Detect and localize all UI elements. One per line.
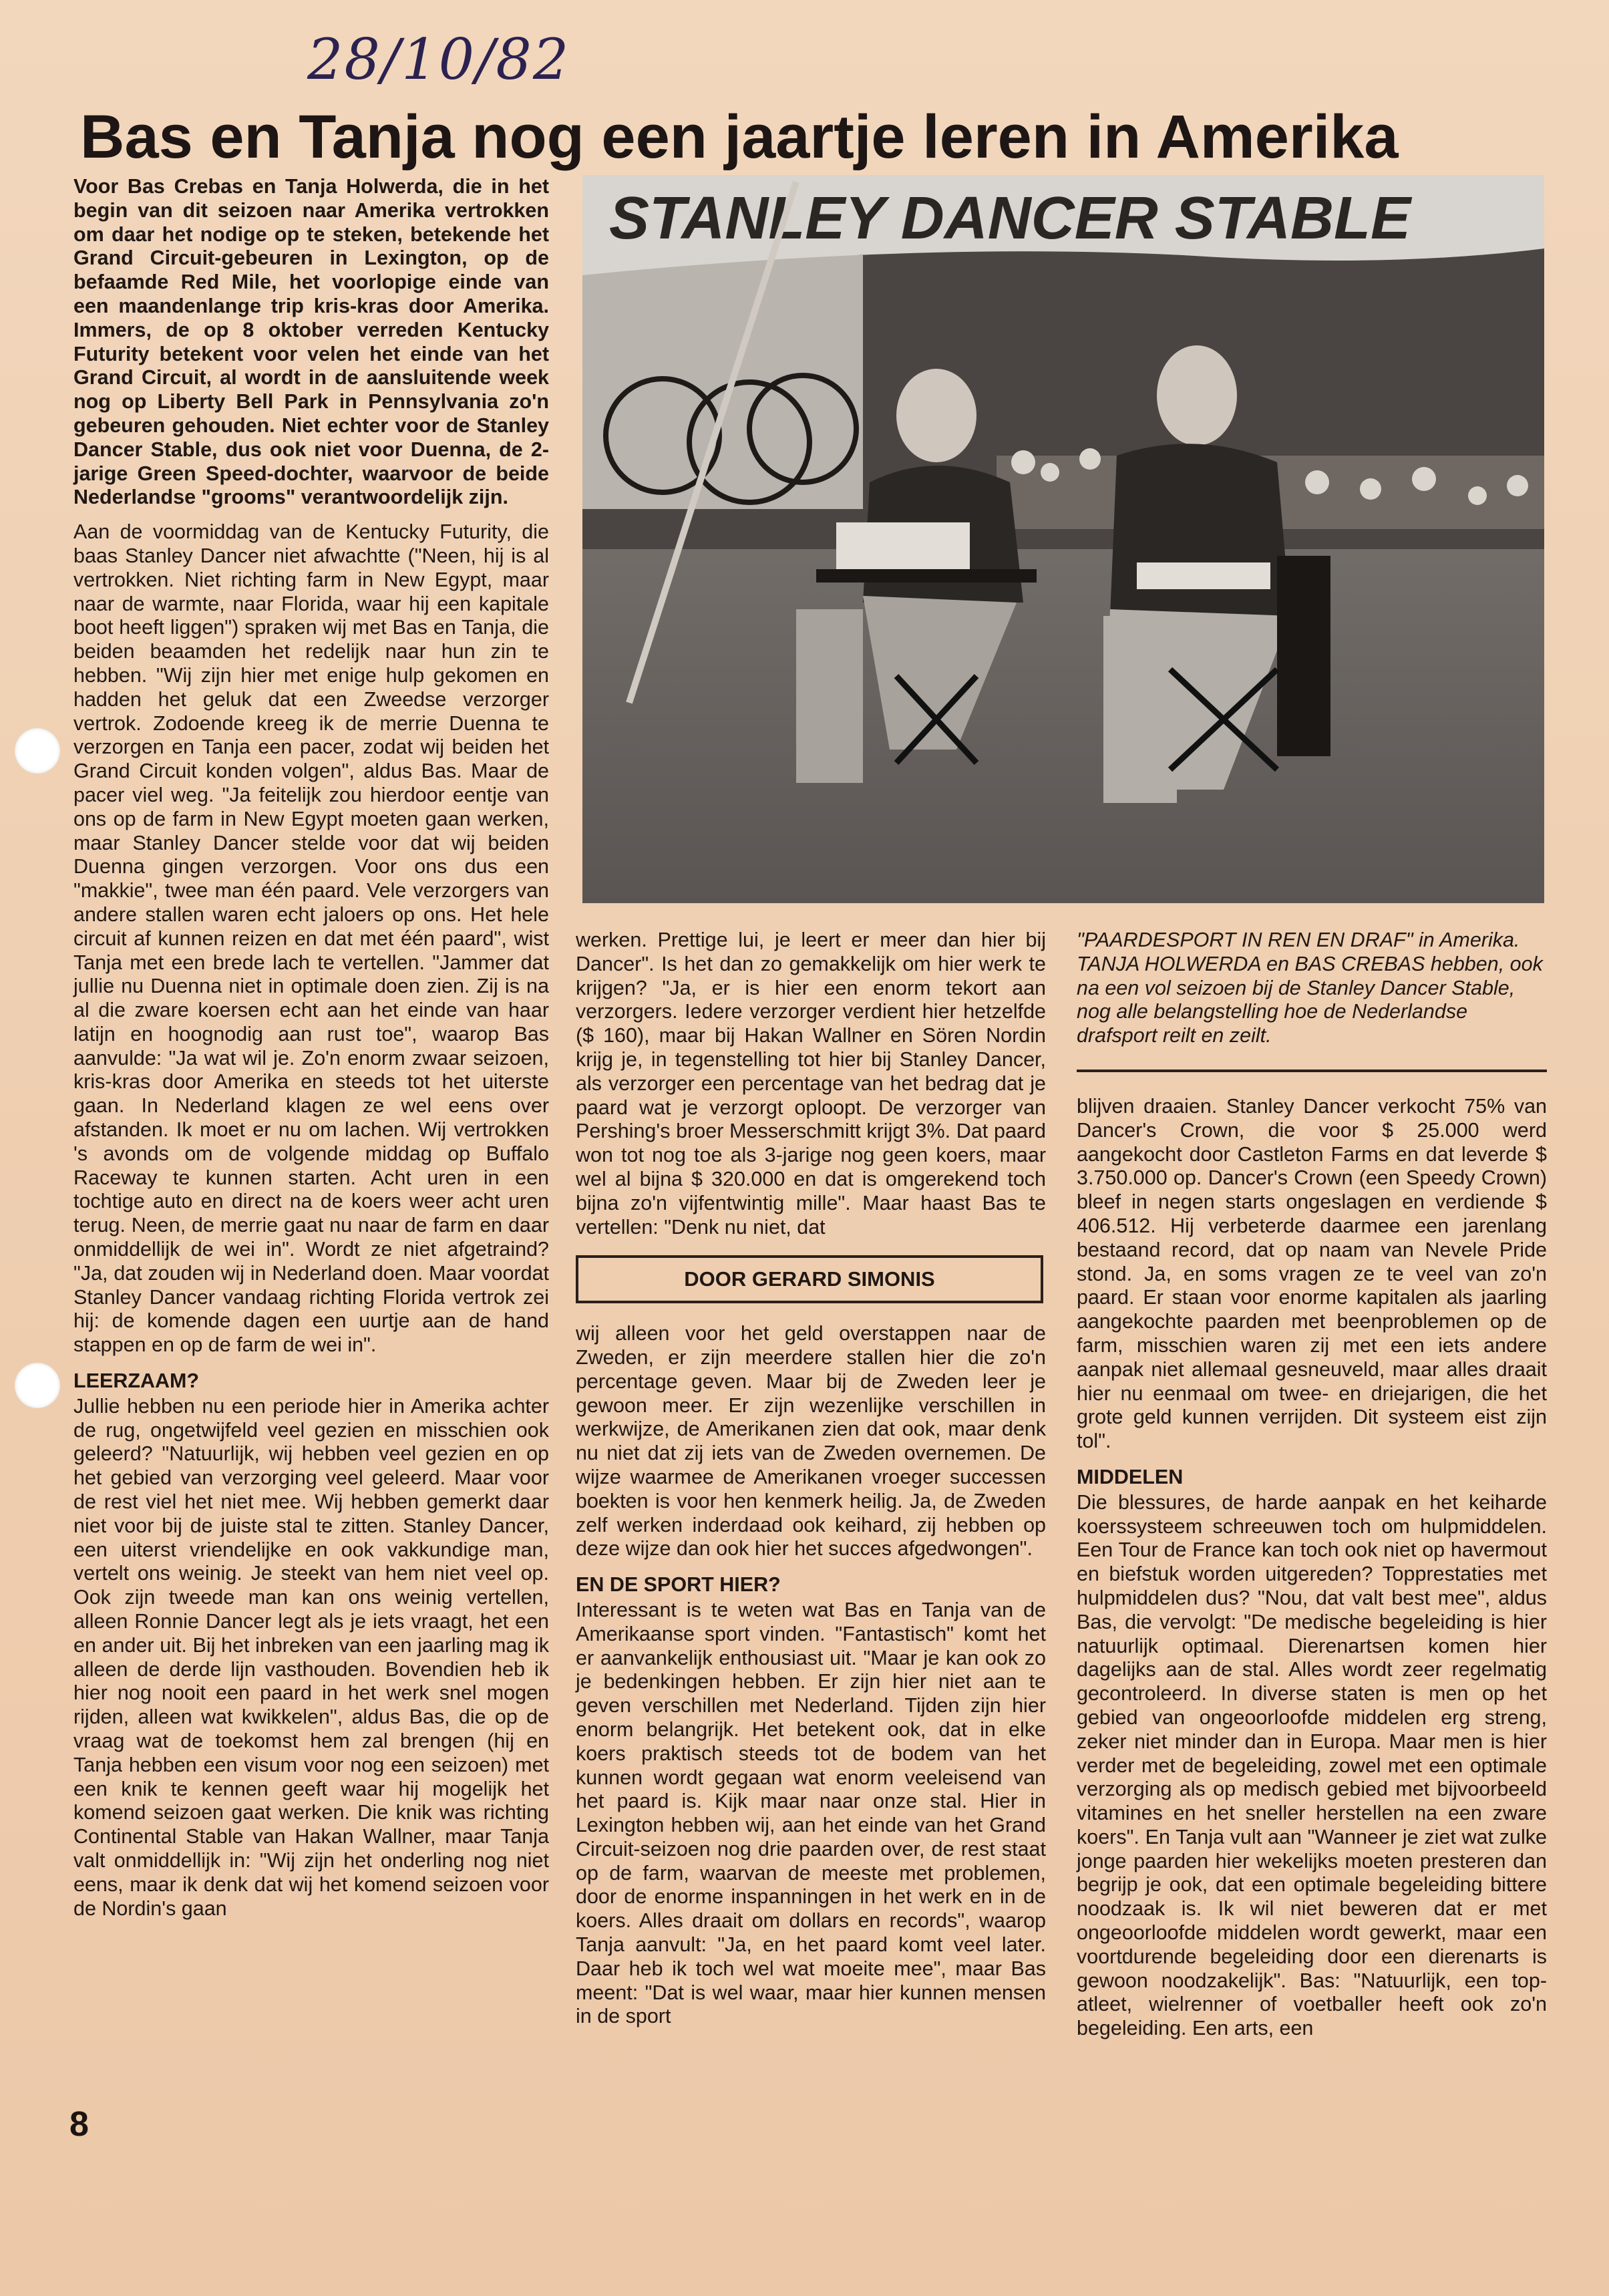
punch-hole bbox=[15, 1363, 60, 1408]
stable-sign: STANLEY DANCER STABLE bbox=[609, 185, 1411, 252]
section-heading: MIDDELEN bbox=[1077, 1465, 1184, 1488]
headline: Bas en Tanja nog een jaartje leren in Amerika bbox=[80, 103, 1399, 171]
body-paragraph: Jullie hebben nu een periode hier in Amerika achter de rug, ongetwijfeld veel gezien en misschien ook geleerd? "Natuurlijk, wij hebben veel gezien en op het gebied van verzorging veel geleerd. Maar voor de rest viel het niet mee. Wij hebben gemerkt daar niet voor bij de juiste stal te zitten. Stanley Dancer, een uiterst vriendelijke en ook vakkundige man, vertelt ons weinig. Je steekt van hem niet veel op. Ook zijn tweede man kan ons weinig vertellen, alleen Ronnie Dancer legt als je iets vraagt, het een en ander uit. Bij het inbreken van een jaarling mag ik alleen de derde lijn vasthouden. Bovendien heb ik hier nog nooit een paard in het werk snel mogen rijden, alleen wat kwikkelen", aldus Bas, die op de vraag wat de toekomst hem zal brengen (hij en Tanja hebben een visum voor nog een seizoen) met een knik te kennen geeft waar hij mogelijk het komend seizoen gaat werken. Die knik was richting Continental Stable van Hakan Wallner, maar Tanja valt onmiddellijk in: "Wij zijn het onderling nog niet eens, maar ik denk dat wij het komend seizoen voor de Nordin's gaan bbox=[73, 1394, 549, 1920]
handwritten-date: 28/10/82 bbox=[307, 27, 570, 92]
column-3 bbox=[1077, 929, 1547, 2047]
section-heading: LEERZAAM? bbox=[73, 1369, 200, 1393]
body-paragraph: Aan de voormiddag van de Kentucky Futurity, die baas Stanley Dancer niet afwachtte ("Neen, hij is al vertrokken. Niet richting farm in New Egypt, maar naar de warmte, naar Florida, waar hij een kapitale boot heeft liggen") spraken wij met Bas en Tanja, die beiden beaamden het redelijk naar hun zin te hebben. "Wij zijn hier met enige hulp gekomen en hadden het geluk dat een Zweedse verzorger vertrok. Zodoende kreeg ik de merrie Duenna te verzorgen en Tanja een pacer, zodat wij beiden het Grand Circuit konden volgen", aldus Bas. Maar de pacer viel weg. "Ja feitelijk zou hierdoor eentje van ons op de farm in New Egypt moeten gaan werken, maar Stanley Dancer stelde voor dat wij beiden Duenna gingen verzorgen. Voor ons dus een "makkie", twee man één paard. Vele verzorgers van andere stallen waren echt jaloers op ons. Het hele circuit af kunnen reizen en dat met één paard", wist Tanja met een brede lach te vertellen. "Jammer dat jullie nu Duenna niet in optimale doen zien. Zij is na al die zware koersen echt aan het einde van haar latijn en hoognodig aan rust toe", waarop Bas aanvulde: "Ja wat wil je. Zo'n enorm zwaar seizoen, kris-kras door Amerika en steeds tot het uiterste gaan. In Nederland klagen ze wel eens over afstanden. Ik moet er nu om lachen. Wij vertrokken 's avonds om de volgende middag op Buffalo Raceway te kunnen starten. Acht uren in een tochtige auto en direct na de koers weer acht uren terug. Neen, de merrie gaat nu naar de farm en daar onmiddellijk de wei in". Wordt ze niet afgetraind? "Ja, dat zouden wij in Nederland doen. Maar voordat Stanley Dancer vandaag richting Florida vertrok zei hij: de komende dagen een uurtje aan de hand stappen en op de farm de wei in". bbox=[73, 520, 549, 1357]
column-1 bbox=[73, 175, 549, 1927]
lead-paragraph: Voor Bas Crebas en Tanja Holwerda, die in het begin van dit seizoen naar Amerika vertrokken om daar het nodige op te steken, betekende het Grand Circuit-gebeuren in Lexington, op de befaamde Red Mile, het voorlopige einde van een maandenlange trip kris-kras door Amerika. Immers, de op 8 oktober verreden Kentucky Futurity betekent voor velen het einde van het Grand Circuit, al wordt in de aansluitende week nog op Liberty Bell Park in Pennsylvania zo'n gebeuren gehouden. Niet echter voor de Stanley Dancer Stable, dus ook niet voor Duenna, de 2-jarige Green Speed-dochter, waarvoor de beide Nederlandse "grooms" verantwoordelijk zijn. bbox=[73, 175, 549, 509]
photo-caption: "PAARDESPORT IN REN EN DRAF" in Amerika. TANJA HOLWERDA en BAS CREBAS hebben, ook na een vol seizoen bij de Stanley Dancer Stable, nog alle belangstelling hoe de Nederlandse drafsport reilt en zeilt. bbox=[1077, 929, 1543, 1047]
body-paragraph: blijven draaien. Stanley Dancer verkocht 75% van Dancer's Crown, die voor $ 25.000 werd aangekocht door Castleton Farms en dat leverde $ 3.750.000 op. Dancer's Crown (een Speedy Crown) bleef in negen starts ongeslagen en verdiende $ 406.512. Hij verbeterde daarmee een jarenlang bestaand record, dat op naam van Nevele Pride stond. Ja, en soms vragen ze te veel van zo'n paard. Er staan voor enorme kapitalen als jaarling aangekochte paarden met beenproblemen op de farm, misschien waren zij met een iets andere aanpak niet allemaal gesneuveld, maar alles draait hier nu eenmaal om twee- en driejarigen, die het grote geld kunnen verrijden. Dit systeem eist zijn tol". bbox=[1077, 1094, 1547, 1453]
byline: DOOR GERARD SIMONIS bbox=[576, 1255, 1043, 1303]
body-paragraph: Die blessures, de harde aanpak en het keiharde koerssysteem schreeuwen toch om hulpmiddelen. Een Tour de France kan toch ook niet op havermout en biefstuk worden uitgereden? Topprestaties met hulpmiddelen dus? "Nou, dat valt best mee", aldus Bas, die vervolgt: "De medische begeleiding is hier natuurlijk optimaal. Dierenartsen komen hier dagelijks aan de stal. Alles wordt zeer regelmatig gecontroleerd. In diverse staten is men op het gebied van ongeoorloofde middelen erg streng, zeker niet minder dan in Europa. Maar men is hier verder met de begeleiding, zowel met een optimale verzorging als op medisch gebied met bijvoorbeeld vitamines en het sneller herstellen na een zware koers". En Tanja vult aan "Wanneer je ziet wat zulke jonge paarden hier wekelijks moeten presteren dan begrijp je ook, dat een optimale begeleiding bittere noodzaak is. Ik wil niet beweren dat er met ongeoorloofde middelen wordt gewerkt, maar een voortdurende begeleiding door een dierenarts is gewoon noodzakelijk". Bas: "Natuurlijk, een top-atleet, wielrenner of voetballer heeft ook zo'n begeleiding. Een arts, een bbox=[1077, 1490, 1547, 2040]
divider-rule bbox=[1077, 1070, 1547, 1072]
body-paragraph: werken. Prettige lui, je leert er meer dan hier bij Dancer". Is het dan zo gemakkelijk om hier werk te krijgen? "Ja, er is hier een enorm tekort aan verzorgers. Iedere verzorger verdient hier hetzelfde ($ 160), maar bij Hakan Wallner en Sören Nordin krijg je, in tegenstelling tot hier bij Stanley Dancer, als verzorger een percentage van het bedrag dat je paard wat je verzorgt oploopt. De verzorger van Pershing's broer Messerschmitt krijgt 3%. Dat paard won tot nog toe als 3-jarige nog geen koers, maar wel al bijna $ 320.000 en dat is omgerekend toch bijna zo'n vijfentwintig mille". Maar haast Bas te vertellen: "Denk nu niet, dat bbox=[576, 929, 1046, 1239]
photo bbox=[582, 175, 1544, 903]
column-2 bbox=[576, 929, 1046, 2035]
punch-hole bbox=[15, 728, 60, 774]
section-heading: EN DE SPORT HIER? bbox=[576, 1573, 781, 1597]
photo-illustration bbox=[582, 175, 1544, 903]
page-number: 8 bbox=[69, 2105, 89, 2144]
body-paragraph: Interessant is te weten wat Bas en Tanja van de Amerikaanse sport vinden. "Fantastisch" komt het er aanvankelijk enthousiast uit. "Maar je kan ook zo je bedenkingen hebben. Er zijn hier niet aan te geven verschillen met Nederland. Tijden zijn hier enorm belangrijk. Het betekent ook, dat in elke koers praktisch steeds tot de bodem van het kunnen wordt gegaan wat enorm veeleisend van het paard is. Kijk maar naar onze stal. Hier in Lexington hebben wij, aan het einde van het Grand Circuit-seizoen nog drie paarden over, de rest staat op de farm, waarvan de meeste met problemen, door de enorme inspanningen in het werk en in de koers. Alles draait om dollars en records", waarop Tanja aanvult: "Ja, en het paard komt veel later. Daar heb ik toch wel wat moeite mee", maar Bas meent: "Dat is wel waar, maar hier kunnen mensen in de sport bbox=[576, 1598, 1046, 2028]
body-paragraph: wij alleen voor het geld overstappen naar de Zweden, er zijn meerdere stallen hier die zo'n percentage geven. Maar bij de Zweden leer je gewoon meer. Er zijn wezenlijke verschillen in werkwijze, de Amerikanen zien dat ook, maar denk nu niet dat zij iets van de Zweden overnemen. De wijze waarmee de Amerikanen vroeger successen boekten is voor hen kenmerk heilig. Ja, de Zweden zelf werken inderdaad ook keihard, zij hebben op deze wijze dan ook hier het succes afgedwongen". bbox=[576, 1322, 1046, 1561]
